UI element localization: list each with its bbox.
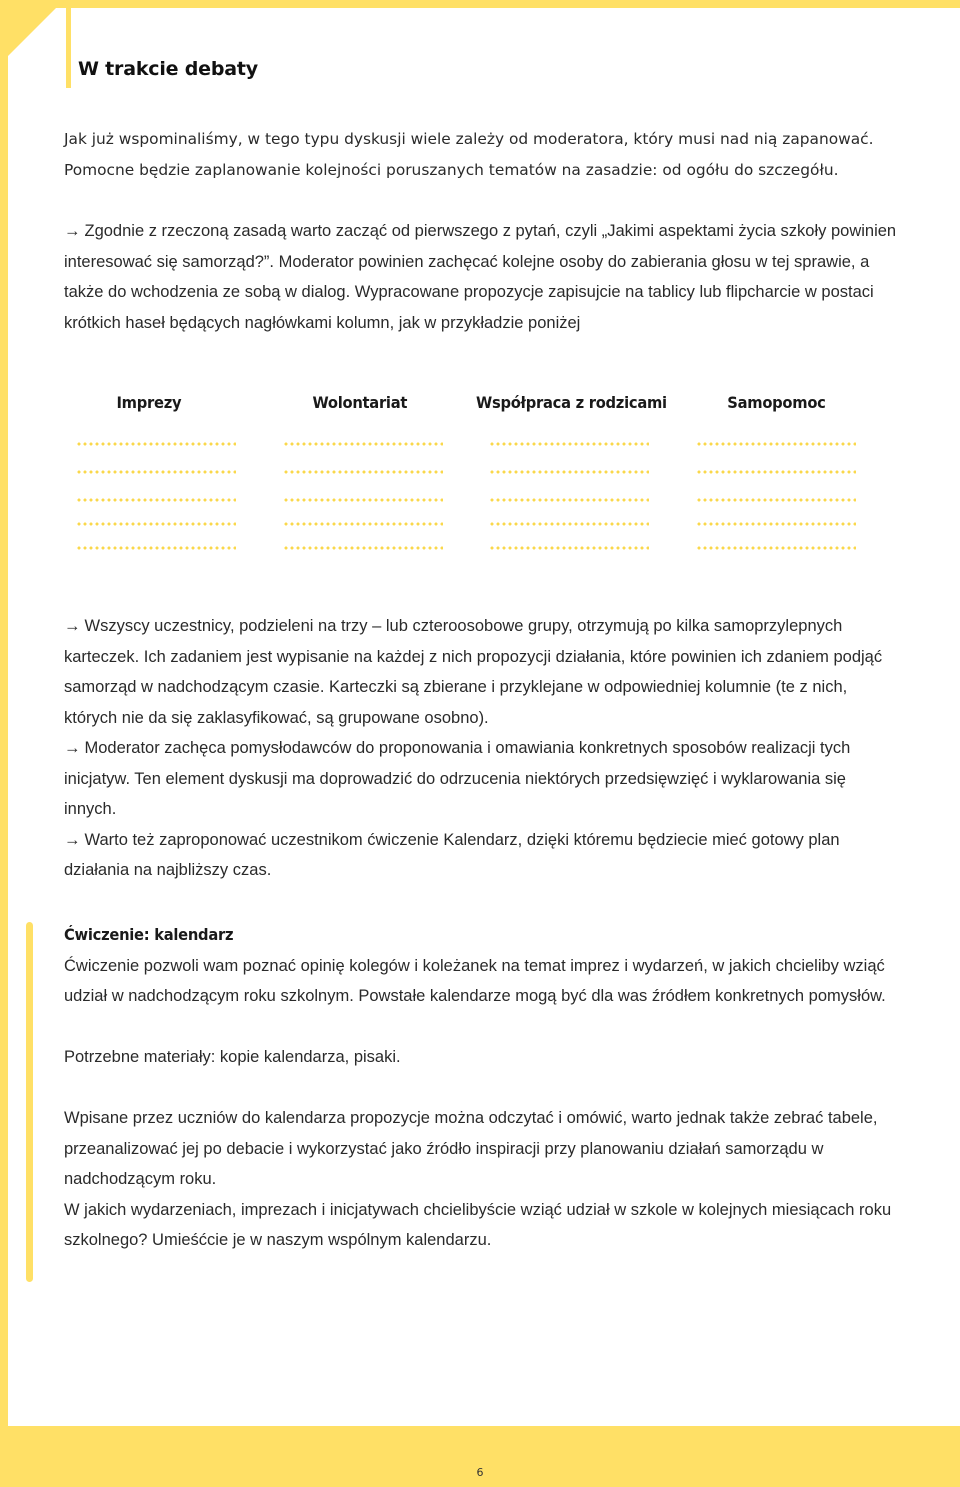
column-header: Współpraca z rodzicami: [476, 393, 667, 412]
corner-fold-decoration: [0, 0, 64, 64]
column-header: Wolontariat: [312, 393, 408, 412]
dotted-line: [76, 442, 236, 446]
top-accent-bar: [0, 0, 960, 8]
exercise-description: Ćwiczenie pozwoli wam poznać opinię kolegów i koleżanek na temat imprez i wydarzeń, w jakich chcieliby wziąć udział w nadchodzącym roku szkolnym. Powstałe kalendarze mogą być dla was źródłem konkretnych pomysłów.: [64, 956, 886, 1005]
step-1-paragraph: [64, 216, 898, 338]
step-2-text: Wszyscy uczestnicy, podzieleni na trzy – lub czteroosobowe grupy, otrzymują po kilka samoprzylepnych karteczek. Ich zadaniem jest wypisanie na każdej z nich propozycji działania, które powinien ich zdaniem podjąć samorząd w nadchodzącym czasie. Karteczki są zbierane i przyklejane w odpowiedniej kolumnie (te z nich, których nie da się zaklasyfikować, są grupowane osobno).: [64, 617, 883, 727]
dotted-line: [283, 546, 443, 550]
exercise-notes: Wpisane przez uczniów do kalendarza propozycje można odczytać i omówić, warto jednak także zebrać tabele, przeanalizować jej po debacie i wykorzystać jako źródło inspiracji przy planowaniu działań samorządu w nadchodzącym roku.: [64, 1109, 878, 1188]
dotted-line: [76, 546, 236, 550]
column-header: Samopomoc: [727, 393, 826, 412]
dotted-line: [283, 498, 443, 502]
column-header: Imprezy: [116, 393, 182, 412]
step-2-paragraph: [64, 611, 900, 733]
step-4-text: Warto też zaproponować uczestnikom ćwiczenie Kalendarz, dzięki któremu będziecie mieć gotowy plan działania na najbliższy czas.: [64, 830, 840, 879]
left-accent-strip: [0, 0, 8, 1487]
arrow-right-icon: →: [64, 617, 81, 635]
dotted-line: [696, 546, 856, 550]
dotted-line: [283, 470, 443, 474]
dotted-line: [489, 546, 649, 550]
dotted-line: [76, 498, 236, 502]
exercise-question: W jakich wydarzeniach, imprezach i inicjatywach chcielibyście wziąć udział w szkole w kolejnych miesiącach roku szkolnego? Umieśćcie je w naszym wspólnym kalendarzu.: [64, 1200, 892, 1249]
step-3-text: Moderator zachęca pomysłodawców do proponowania i omawiania konkretnych sposobów realizacji tych inicjatyw. Ten element dyskusji ma doprowadzić do odrzucenia niektórych przedsięwzięć i wyklarowania się innych.: [64, 739, 851, 818]
dotted-line: [696, 442, 856, 446]
step-3-paragraph: [64, 733, 900, 825]
dotted-line: [696, 498, 856, 502]
exercise-box: [64, 920, 900, 1256]
step-4-paragraph: [64, 825, 900, 886]
dotted-line: [489, 470, 649, 474]
corner-frame-decoration: [66, 8, 71, 88]
dotted-line: [283, 442, 443, 446]
dotted-line: [696, 470, 856, 474]
dotted-line: [489, 442, 649, 446]
arrow-right-icon: →: [64, 739, 81, 757]
column-wolontariat: [283, 393, 443, 412]
column-imprezy: [76, 393, 236, 412]
dotted-line: [76, 470, 236, 474]
intro-paragraph: Jak już wspominaliśmy, w tego typu dyskusji wiele zależy od moderatora, który musi nad nią zapanować. Pomocne będzie zaplanowanie kolejności poruszanych tematów na zasadzie: od ogółu do szczegółu.: [64, 130, 874, 179]
step-1-text: Zgodnie z rzeczoną zasadą warto zacząć od pierwszego z pytań, czyli „Jakimi aspektami życia szkoły powinien interesować się samorząd?”. Moderator powinien zachęcać kolejne osoby do zabierania głosu w tej sprawie, a także do wchodzenia ze sobą w dialog. Wypracowane propozycje zapisujcie na tablicy lub flipcharcie w postaci krótkich haseł będących nagłówkami kolumn, jak w przykładzie poniżej: [64, 222, 897, 332]
dotted-line: [489, 498, 649, 502]
exercise-materials: Potrzebne materiały: kopie kalendarza, pisaki.: [64, 1048, 401, 1066]
column-samopomoc: [696, 393, 856, 412]
column-wspolpraca-z-rodzicami: [476, 393, 667, 412]
page-title: W trakcie debaty: [78, 58, 258, 80]
arrow-right-icon: →: [64, 830, 81, 849]
dotted-line: [489, 522, 649, 526]
page-number: 6: [476, 1466, 484, 1479]
arrow-right-icon: →: [64, 222, 81, 240]
exercise-title: Ćwiczenie: kalendarz: [64, 925, 234, 944]
dotted-line: [76, 522, 236, 526]
dotted-line: [283, 522, 443, 526]
dotted-line: [696, 522, 856, 526]
example-columns: [64, 393, 898, 563]
exercise-side-bar: [26, 922, 33, 1282]
steps-section: [64, 611, 900, 886]
